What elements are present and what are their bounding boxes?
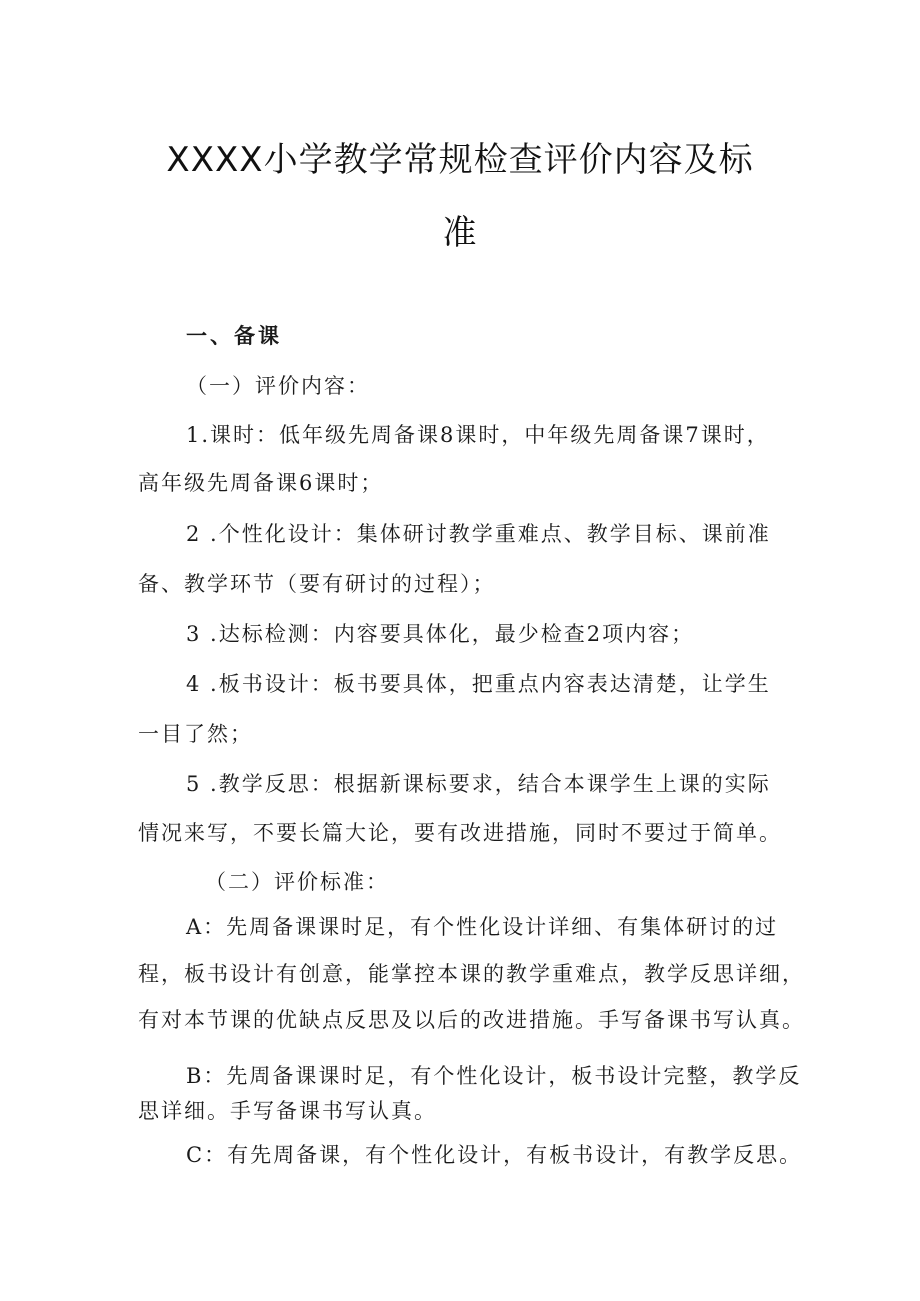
content-item-line: 高年级先周备课6课时； [138,471,384,495]
section-heading-lesson-prep: 一、备课 [186,323,282,348]
content-item-line: 备、教学环节（要有研讨的过程）； [138,572,496,596]
standard-item-line: 思详细。手写备课书写认真。 [138,1099,437,1123]
standard-item-line: C：有先周备课，有个性化设计，有板书设计，有教学反思。 [186,1143,803,1167]
content-item-line: 4 .板书设计：板书要具体，把重点内容表达清楚，让学生 [186,672,771,696]
content-item-line: 3 .达标检测：内容要具体化，最少检查2项内容； [186,622,695,646]
document-title-line2: 准 [442,213,478,253]
standard-item-line: A：先周备课课时足，有个性化设计详细、有集体研讨的过 [186,915,779,939]
content-item-line: 5 .教学反思：根据新课标要求，结合本课学生上课的实际 [186,772,771,796]
subsection-heading-evaluation-standard: （二）评价标准： [205,870,389,894]
content-item-line: 2 .个性化设计：集体研讨教学重难点、教学目标、课前准 [186,522,771,546]
document-title-line1: XXXX小学教学常规检查评价内容及标 [166,140,754,180]
standard-item-line: 程，板书设计有创意，能掌控本课的教学重难点，教学反思详细， [138,962,805,986]
standard-item-line: B：先周备课课时足，有个性化设计，板书设计完整，教学反 [186,1064,802,1088]
subsection-heading-evaluation-content: （一）评价内容： [186,374,370,398]
content-item-line: 情况来写，不要长篇大论，要有改进措施，同时不要过于简单。 [138,821,782,845]
standard-item-line: 有对本节课的优缺点反思及以后的改进措施。手写备课书写认真。 [138,1008,805,1032]
content-item-line: 1.课时：低年级先周备课8课时，中年级先周备课7课时， [186,423,770,447]
content-item-line: 一目了然； [138,722,253,746]
